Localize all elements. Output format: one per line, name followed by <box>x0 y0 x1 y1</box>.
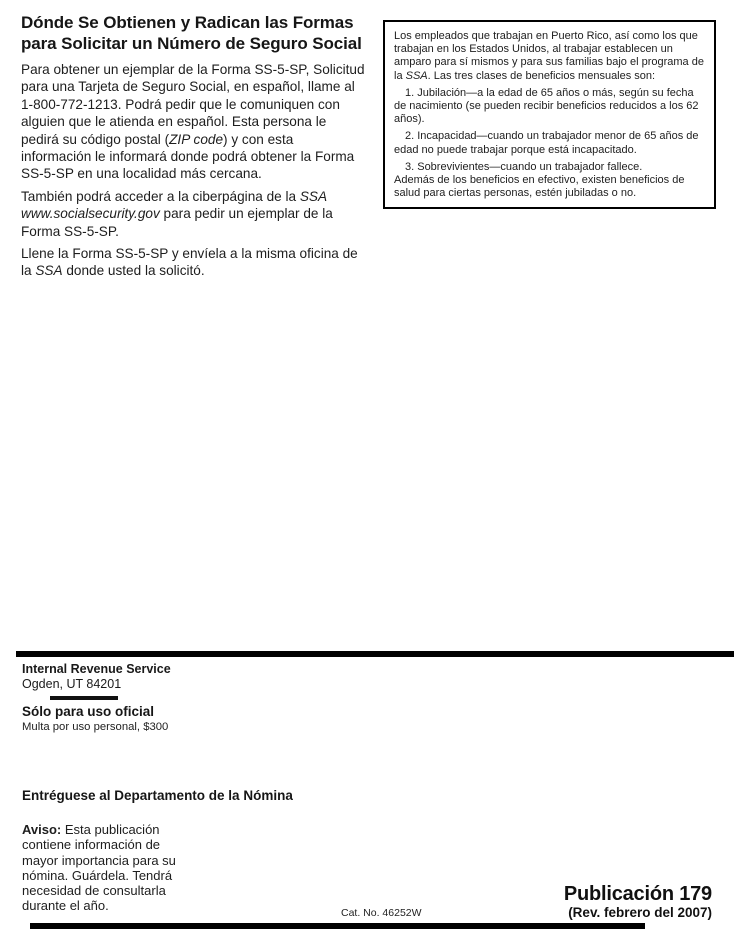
short-divider <box>50 696 118 700</box>
publication-revision: (Rev. febrero del 2007) <box>568 905 712 920</box>
deliver-heading: Entréguese al Departamento de la Nómina <box>22 788 293 803</box>
irs-address: Ogden, UT 84201 <box>22 677 122 691</box>
info-box-intro: Los empleados que trabajan en Puerto Rico, así como los que trabajan en los Estados Unidos, al trabajar establecen un amparo para sí mismos y para sus familias bajo el programa de la SSA. Las tres clases de beneficios mensuales son: <box>394 30 704 82</box>
info-box-item-disability: 2. Incapacidad—cuando un trabajador menor de 65 años de edad no puede trabajar porque está incapacitado. <box>394 130 699 156</box>
publication-block <box>564 883 712 920</box>
info-box-item-survivors: 3. Sobrevivientes—cuando un trabajador fallece. <box>405 160 643 173</box>
paragraph-how-to-obtain: Para obtener un ejemplar de la Forma SS-5-SP, Solicitud para una Tarjeta de Seguro Social, en español, llame al 1-800-772-1213. Podrá pedir que le comuniquen con alguien que le atienda en español. Esta persona le pedirá su código postal (ZIP code) y con esta información le informará donde podrá obtener la Forma SS-5-SP en una localidad más cercana. <box>21 62 365 182</box>
publication-title: Publicación 179 <box>563 883 712 905</box>
info-box-outro: Además de los beneficios en efectivo, existen beneficios de salud para ciertas personas, estén jubiladas o no. <box>394 174 685 200</box>
official-use-label: Sólo para uso oficial <box>22 704 155 719</box>
benefits-info-box <box>383 20 716 209</box>
notice-text: Aviso: Esta publicación contiene información de mayor importancia para su nómina. Guárdela. Tendrá necesidad de consultarla durante el año. <box>22 822 176 914</box>
penalty-label: Multa por uso personal, $300 <box>22 721 169 733</box>
bottom-bar <box>30 923 645 929</box>
page-title: Dónde Se Obtienen y Radican las Formas para Solicitar un Número de Seguro Social <box>21 13 362 53</box>
catalog-number: Cat. No. 46252W <box>341 907 422 919</box>
left-column <box>21 12 365 285</box>
main-divider <box>16 651 734 657</box>
paragraph-send-form: Llene la Forma SS-5-SP y envíela a la misma oficina de la SSA donde usted la solicitó. <box>21 246 358 279</box>
paragraph-website: También podrá acceder a la ciberpágina de la SSA www.socialsecurity.gov para pedir un ejemplar de la Forma SS-5-SP. <box>21 188 333 239</box>
mailing-address-block <box>22 662 171 692</box>
irs-name: Internal Revenue Service <box>22 662 171 676</box>
info-box-item-retirement: 1. Jubilación—a la edad de 65 años o más, según su fecha de nacimiento (se pueden recibir beneficios reducidos a los 62 años). <box>394 86 699 126</box>
